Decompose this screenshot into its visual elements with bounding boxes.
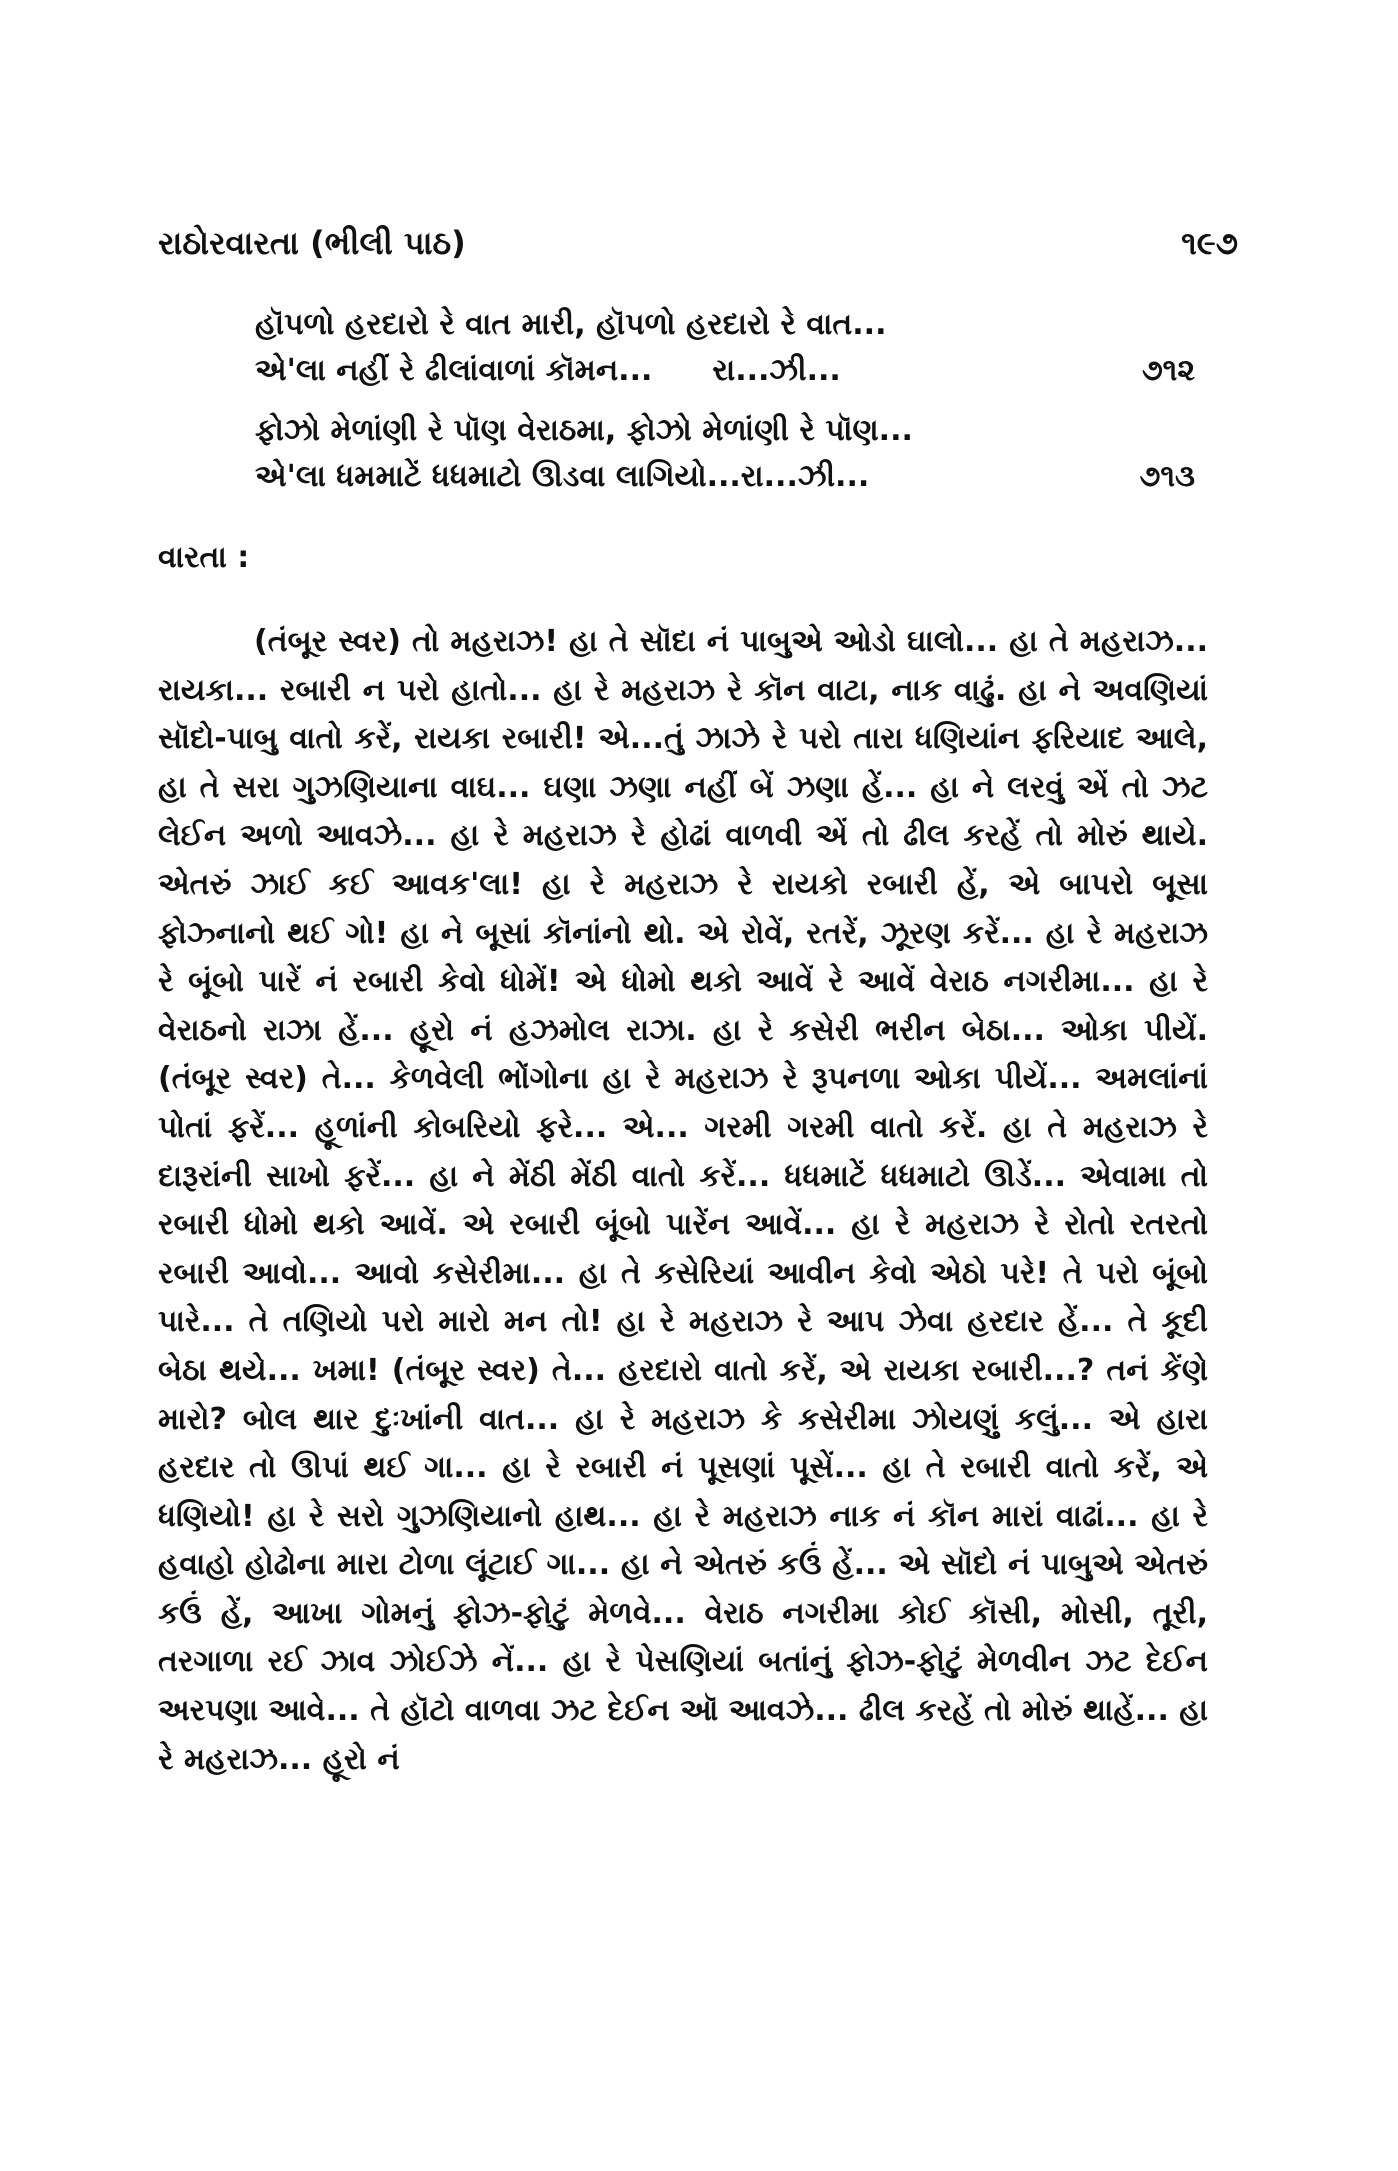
section-heading: વારતા : <box>158 540 250 575</box>
running-title: રાઠોરવારતા (ભીલી પાઠ) <box>158 223 466 262</box>
verse-text: ફોઝો મેળાંણી રે પૉણ વેરાઠમા, ફોઝો મેળાંણી રે પૉણ... <box>255 413 913 448</box>
verse-number: ૭૧૨ <box>1141 353 1195 388</box>
running-header <box>158 218 1238 268</box>
verse-712 <box>255 302 1195 394</box>
verse-text: એ'લા નહીં રે ઢીલાંવાળાં કૉમન... <box>255 353 653 388</box>
verse-line <box>255 302 1195 348</box>
verse-713 <box>255 408 1195 500</box>
verse-text: એ'લા ધમમાટેં ધધમાટો ઊડવા લાગિયો...રા...ઝી... <box>255 459 870 494</box>
verse-number: ૭૧૩ <box>1139 459 1195 494</box>
page-number: ૧૯૭ <box>1181 223 1238 262</box>
verse-text: હૉપળો હરદારો રે વાત મારી, હૉપળો હરદારો રે વાત... <box>255 307 887 342</box>
verse-line <box>255 408 1195 454</box>
verse-line <box>255 348 1195 394</box>
story-paragraph: (તંબૂર સ્વર) તો મહરાઝ! હા તે સૉદા નં પાબુએ ઓડો ઘાલો... હા તે મહરાઝ... રાયકા... રબારી ન પરો હાતો... હા રે મહરાઝ રે કૉન વાટા, નાક વાઢું. હા ને અવણિયાં સૉદો-પાબુ વાતો કરેં, રાયકા રબારી! એ...તું ઝાઝે રે પરો તારા ધણિયાંન ફરિયાદ આલે, હા તે સરા ગુઝણિયાના વાઘ... ઘણા ઝણા નહીં બેં ઝણા હેં... હા ને લરવું એં તો ઝટ લેઈન અળો આવઝે... હા રે મહરાઝ રે હોઢાં વાળવી એં તો ઢીલ કરહેં તો મોરું થાયે. એતરું ઝાઈ કઈ આવક'લા! હા રે મહરાઝ રે રાયકો રબારી હેં, એ બાપરો બૂસા ફોઝ્નાનો થઈ ગો! હા ને બૂસાં કૉનાંનો થો. એ રોવેં, રતરેં, ઝૂરણ કરેં... હા રે મહરાઝ રે બૂંબો પારેં નં રબારી કેવો ધોમેં! એ ધોમો થકો આવેં રે આવેં વેરાઠ નગરીમા... હા રે વેરાઠનો રાઝા હેં... હૂરો નં હઝમોલ રાઝા. હા રે કસેરી ભરીન બેઠા... ઓકા પીયેં. (તંબૂર સ્વર) તે... કેળવેલી ભોંગોના હા રે મહરાઝ રે રૂપનળા ઓકા પીયેં... અમલાંનાં પોતાં ફરેં... હૂળાંની કોબરિયો ફરે... એ... ગરમી ગરમી વાતો કરેં. હા તે મહરાઝ રે દારૂરાંની સાખો ફરેં... હા ને મેંઠી મેંઠી વાતો કરેં... ધધમાટેં ધધમાટો ઊડેં... એવામા તો રબારી ધોમો થકો આવેં. એ રબારી બૂંબો પારેંન આવેં... હા રે મહરાઝ રે રોતો રતરતો રબારી આવો... આવો કસેરીમા... હા તે કસેરિયાં આવીન કેવો એઠો પરે! તે પરો બૂંબો પારે... તે તણિયો પરો મારો મન તો! હા રે મહરાઝ રે આપ ઝેવા હરદાર હેં... તે કૂદી બેઠા થયે... ખમા! (તંબૂર સ્વર) તે... હરદારો વાતો કરેં, એ રાયકા રબારી...? તનં કેંણે મારો? બોલ થાર દુઃખાંની વાત... હા રે મહરાઝ કે કસેરીમા ઝોયણું કલું... એ હારા હરદાર તો ઊપાં થઈ ગા... હા રે રબારી નં પૂસણાં પૂસેં... હા તે રબારી વાતો કરેં, એ ધણિયો! હા રે સરો ગુઝણિયાનો હાથ... હા રે મહરાઝ નાક નં કૉન મારાં વાઢાં... હા રે હવાહો હોઢોના મારા ટોળા લૂંટાઈ ગા... હા ને એતરું કઉં હેં... એ સૉદો નં પાબુએ એતરું કઉં હેં, આખા ગોમનું ફોઝ-ફોટું મેળવે... વેરાઠ નગરીમા કોઈ કૉસી, મોસી, તૂરી, તરગાળા રઈ ઝાવ ઝોઈઝે નેં... હા રે પેસણિયાં બતાંનું ફોઝ-ફોટું મેળવીન ઝટ દેઈન અરપણા આવે... તે હૉટો વાળવા ઝટ દેઈન ઑ આવઝે... ઢીલ કરહેં તો મોરું થાહેં... હા રે મહરાઝ... હૂરો નં <box>158 624 1208 1777</box>
verse-line <box>255 454 1195 500</box>
verse-refrain: રા...ઝી... <box>712 353 841 388</box>
